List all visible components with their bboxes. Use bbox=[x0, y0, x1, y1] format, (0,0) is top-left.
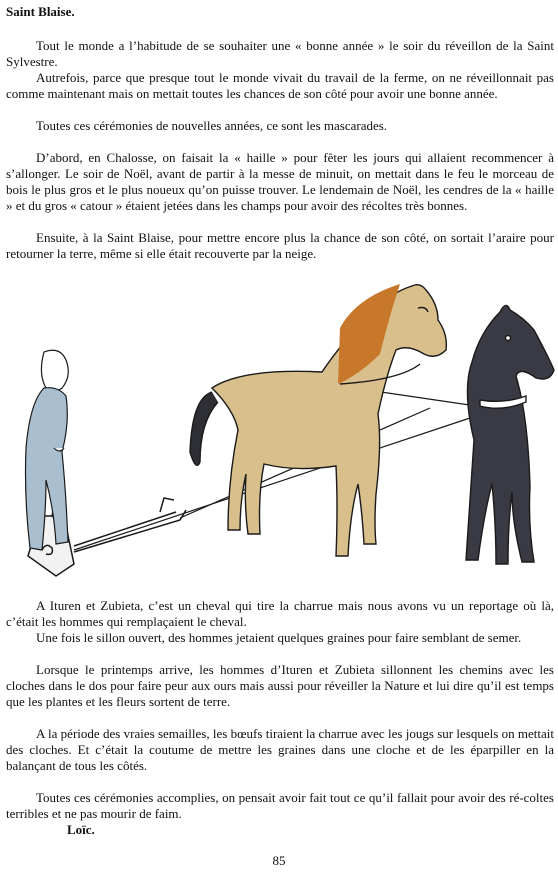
text-section-bottom bbox=[6, 598, 554, 838]
plowing-drawing bbox=[0, 268, 558, 590]
dark-horse bbox=[466, 305, 554, 564]
paragraph: Toutes ces cérémonies de nouvelles années, ce sont les mascarades. bbox=[36, 118, 388, 133]
paragraph: A Ituren et Zubieta, c’est un cheval qui tire la charrue mais nous avons vu un reportage où là, c’était les hommes qui remplaçaient le cheval. bbox=[6, 598, 554, 629]
light-horse bbox=[190, 284, 446, 556]
paragraph: Tout le monde a l’habitude de se souhaiter une « bonne année » le soir du réveillon de la Saint Sylvestre. bbox=[6, 38, 554, 69]
page-number: 85 bbox=[272, 853, 286, 868]
paragraph: Lorsque le printemps arrive, les hommes d’Ituren et Zubieta sillonnent les chemins avec les cloches dans le dos pour faire peur aux ours mais aussi pour réveiller la Nature et lui dire qu’il est temps que les plantes et les fleurs sortent de terre. bbox=[6, 662, 554, 709]
text-section-top bbox=[6, 38, 554, 262]
paragraph: Autrefois, parce que presque tout le monde vivait du travail de la ferme, on ne réveillonnait pas comme maintenant mais on mettait toutes les chances de son côté pour avoir une bonne année. bbox=[6, 70, 554, 101]
page-title: Saint Blaise. bbox=[6, 4, 75, 19]
author-signature: Loïc. bbox=[67, 822, 95, 837]
paragraph: Toutes ces cérémonies accomplies, on pensait avoir fait tout ce qu’il fallait pour avoir des ré-coltes terribles et ne pas mourir de faim. bbox=[6, 790, 554, 821]
paragraph: Une fois le sillon ouvert, des hommes jetaient quelques graines pour faire semblant de semer. bbox=[36, 630, 522, 645]
paragraph: Ensuite, à la Saint Blaise, pour mettre encore plus la chance de son côté, on sortait l’araire pour retourner la terre, même si elle était recouverte par la neige. bbox=[6, 230, 554, 261]
paragraph: D’abord, en Chalosse, on faisait la « haille » pour fêter les jours qui allaient recommencer à s’allonger. Le soir de Noël, avant de partir à la messe de minuit, on mettait dans le feu le morceau de bois le plus gros et le plus noueux qu’on puisse trouver. Le lendemain de Noël, les cendres de la « haille » et du gros « catour » étaient jetées dans les champs pour avoir des récoltes très bonnes. bbox=[6, 150, 554, 213]
paragraph: A la période des vraies semailles, les bœufs tiraient la charrue avec les jougs sur lesquels on mettait des cloches. Et c’était la coutume de mettre les graines dans une cloche et de les éparpiller en la balançant de tous les côtés. bbox=[6, 726, 554, 773]
